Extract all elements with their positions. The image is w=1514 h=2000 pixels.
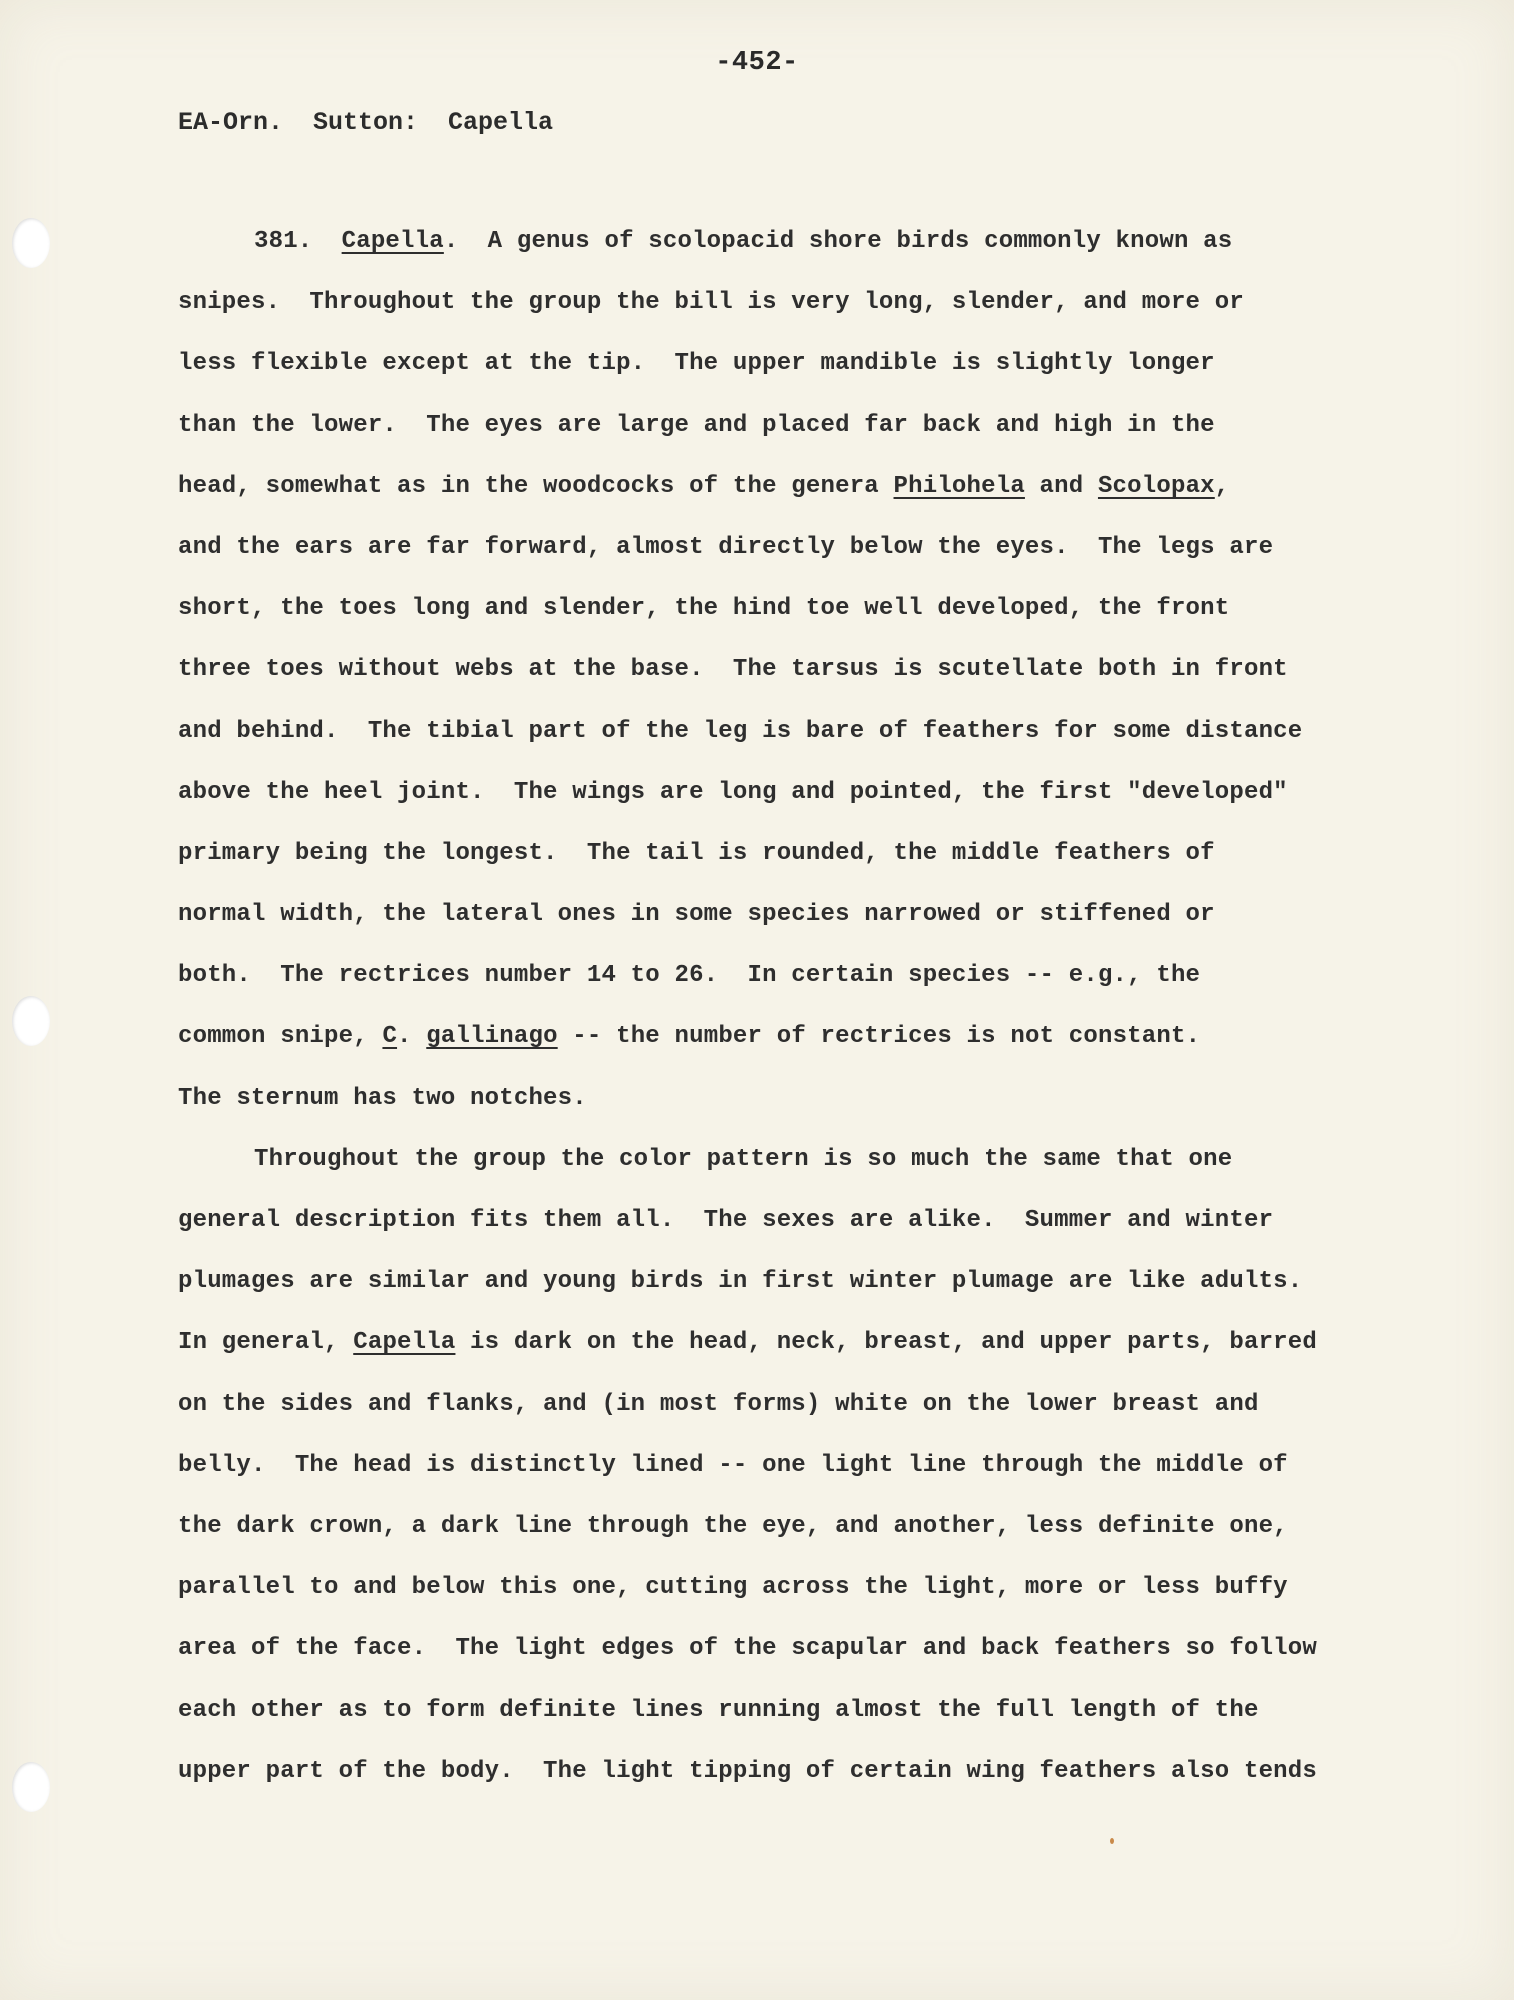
text-line: and the ears are far forward, almost directly below the eyes. The legs are	[178, 533, 1274, 561]
text-line: and behind. The tibial part of the leg is bare of feathers for some distance	[178, 717, 1303, 745]
text-line: parallel to and below this one, cutting across the light, more or less buffy	[178, 1574, 1288, 1602]
page-number: -452-	[715, 48, 799, 78]
binder-hole-middle	[12, 996, 50, 1046]
text-line: area of the face. The light edges of the scapular and back feathers so follow	[178, 1635, 1317, 1663]
text-line: above the heel joint. The wings are long and pointed, the first "developed"	[178, 778, 1288, 806]
genus-abbrev-c: C	[382, 1023, 398, 1051]
species-name-gallinago: gallinago	[426, 1023, 558, 1051]
genus-name-capella: Capella	[353, 1329, 456, 1357]
text-line: common snipe, C. gallinago -- the number of rectrices is not constant.	[178, 1023, 1201, 1051]
text-line: upper part of the body. The light tipping of certain wing feathers also tends	[178, 1757, 1317, 1785]
genus-name-philohela: Philohela	[893, 472, 1025, 500]
genus-name-scolopax: Scolopax	[1097, 472, 1215, 500]
text-line: belly. The head is distinctly lined -- one light line through the middle of	[178, 1451, 1288, 1479]
binder-hole-top	[12, 218, 50, 268]
text-line: each other as to form definite lines running almost the full length of the	[178, 1696, 1259, 1724]
text-line: primary being the longest. The tail is rounded, the middle feathers of	[178, 839, 1215, 867]
text-line: short, the toes long and slender, the hind toe well developed, the front	[178, 595, 1230, 623]
text-line: three toes without webs at the base. The tarsus is scutellate both in front	[178, 656, 1288, 684]
text-line: both. The rectrices number 14 to 26. In certain species -- e.g., the	[178, 962, 1201, 990]
text-line: less flexible except at the tip. The upper mandible is slightly longer	[178, 350, 1215, 378]
genus-name-capella: Capella	[341, 228, 444, 255]
text-line: the dark crown, a dark line through the eye, and another, less definite one,	[178, 1512, 1288, 1540]
text-line: head, somewhat as in the woodcocks of the genera Philohela and Scolopax,	[178, 472, 1230, 500]
text-line: Throughout the group the color pattern is so much the same that one	[254, 1145, 1233, 1173]
text-line: than the lower. The eyes are large and placed far back and high in the	[178, 411, 1215, 439]
page-header: EA-Orn. Sutton: Capella	[178, 108, 554, 137]
text-line: plumages are similar and young birds in first winter plumage are like adults.	[178, 1268, 1303, 1296]
text-line: normal width, the lateral ones in some species narrowed or stiffened or	[178, 901, 1215, 929]
text-line: on the sides and flanks, and (in most forms) white on the lower breast and	[178, 1390, 1259, 1418]
binder-hole-bottom	[12, 1762, 50, 1812]
text-line: In general, Capella is dark on the head, neck, breast, and upper parts, barred	[178, 1329, 1317, 1357]
text-line: 381. Capella. A genus of scolopacid shore birds commonly known as	[254, 228, 1233, 255]
paper-speck	[1110, 1838, 1114, 1844]
text-line: general description fits them all. The sexes are alike. Summer and winter	[178, 1207, 1274, 1234]
text-line: The sternum has two notches.	[178, 1084, 587, 1112]
body-text	[178, 222, 1378, 1813]
text-line: snipes. Throughout the group the bill is very long, slender, and more or	[178, 289, 1244, 317]
